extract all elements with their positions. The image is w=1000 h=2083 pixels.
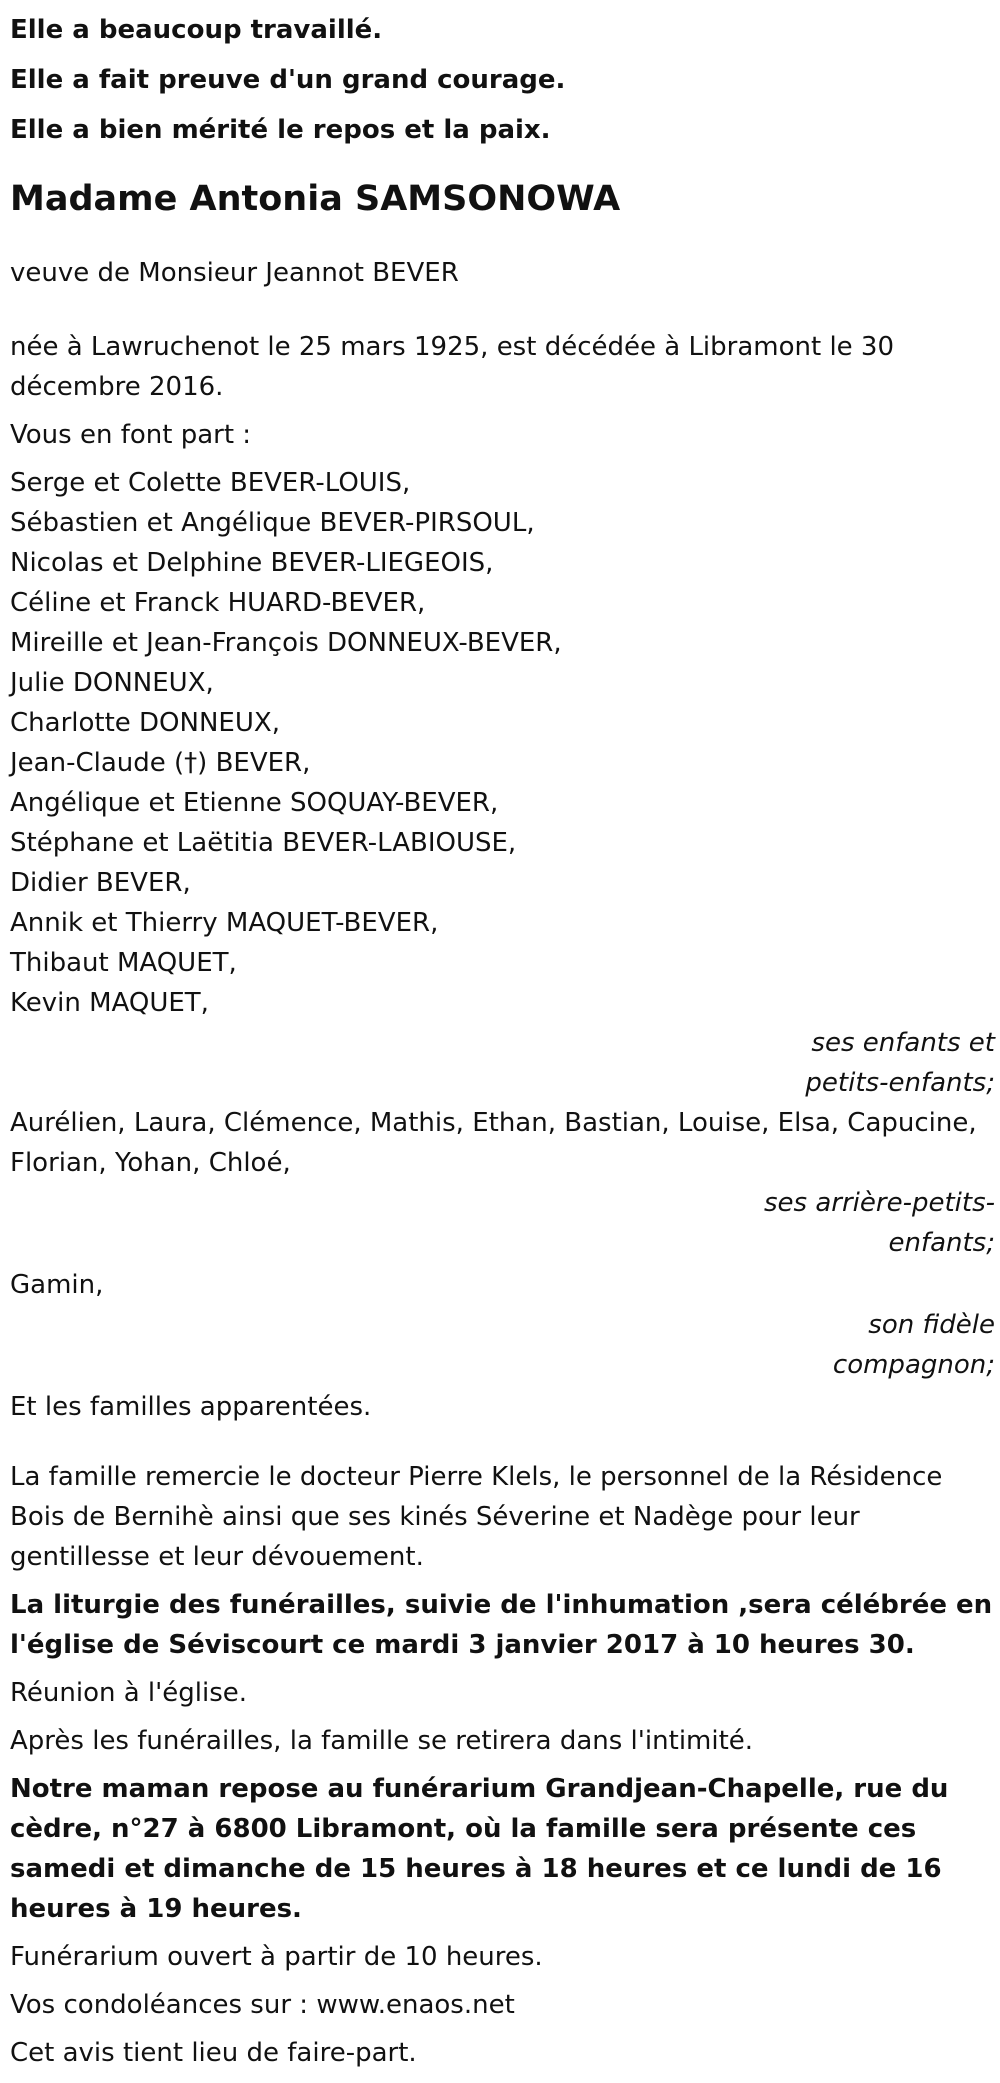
list-item: Sébastien et Angélique BEVER-PIRSOUL, [10, 508, 535, 538]
funerarium-open: Funérarium ouvert à partir de 10 heures. [10, 1942, 543, 1972]
role-line: petits-enfants; [805, 1068, 995, 1098]
role-line: compagnon; [832, 1350, 995, 1380]
role-line: enfants; [888, 1228, 995, 1258]
companion: Gamin, [10, 1270, 104, 1300]
list-item: Serge et Colette BEVER-LOUIS, [10, 468, 411, 498]
after-funeral: Après les funérailles, la famille se retirera dans l'intimité. [10, 1726, 754, 1756]
role-line: ses arrière-petits- [764, 1188, 995, 1218]
thanks: La famille remercie le docteur Pierre Klels, le personnel de la Résidence Bois de Bernihè ainsi que ses kinés Séverine et Nadège pour leur gentillesse et leur dévouement. [10, 1462, 943, 1572]
great-grandchildren: Aurélien, Laura, Clémence, Mathis, Ethan, Bastian, Louise, Elsa, Capucine, Florian, Yohan, Chloé, [10, 1108, 977, 1178]
intro-line: Elle a fait preuve d'un grand courage. [10, 65, 566, 95]
list-item: Thibaut MAQUET, [10, 948, 237, 978]
list-item: Stéphane et Laëtitia BEVER-LABIOUSE, [10, 828, 517, 858]
deceased-name: Madame Antonia SAMSONOWA [10, 179, 621, 219]
list-item: Kevin MAQUET, [10, 988, 209, 1018]
companion-role [10, 1305, 995, 1385]
role-line: ses enfants et [811, 1028, 995, 1058]
children-role [10, 1023, 995, 1103]
condolences: Vos condoléances sur : www.enaos.net [10, 1990, 515, 2020]
list-item: Mireille et Jean-François DONNEUX-BEVER, [10, 628, 562, 658]
list-item: Charlotte DONNEUX, [10, 708, 280, 738]
list-item: Julie DONNEUX, [10, 668, 214, 698]
great-grandchildren-role [10, 1183, 995, 1263]
notice-footer: Cet avis tient lieu de faire-part. [10, 2038, 417, 2068]
obituary-notice [10, 0, 995, 2073]
children-list [10, 463, 995, 1023]
announce: Vous en font part : [10, 420, 252, 450]
funerarium: Notre maman repose au funérarium Grandjean-Chapelle, rue du cèdre, n°27 à 6800 Libramont, où la famille sera présente ces samedi et dimanche de 15 heures à 18 heures et ce lundi de 16 heures à 19 heures. [10, 1774, 949, 1924]
list-item: Nicolas et Delphine BEVER-LIEGEOIS, [10, 548, 494, 578]
list-item: Annik et Thierry MAQUET-BEVER, [10, 908, 439, 938]
list-item: Jean-Claude (†) BEVER, [10, 748, 311, 778]
intro-block [10, 5, 995, 155]
list-item: Angélique et Etienne SOQUAY-BEVER, [10, 788, 499, 818]
birth-death: née à Lawruchenot le 25 mars 1925, est décédée à Libramont le 30 décembre 2016. [10, 332, 895, 402]
list-item: Céline et Franck HUARD-BEVER, [10, 588, 426, 618]
meeting: Réunion à l'église. [10, 1678, 248, 1708]
intro-line: Elle a beaucoup travaillé. [10, 15, 383, 45]
intro-line: Elle a bien mérité le repos et la paix. [10, 115, 551, 145]
widow-of: veuve de Monsieur Jeannot BEVER [10, 258, 459, 288]
families: Et les familles apparentées. [10, 1392, 372, 1422]
list-item: Didier BEVER, [10, 868, 191, 898]
role-line: son fidèle [868, 1310, 995, 1340]
liturgy: La liturgie des funérailles, suivie de l'inhumation ,sera célébrée en l'église de Séviscourt ce mardi 3 janvier 2017 à 10 heures 30. [10, 1590, 993, 1660]
